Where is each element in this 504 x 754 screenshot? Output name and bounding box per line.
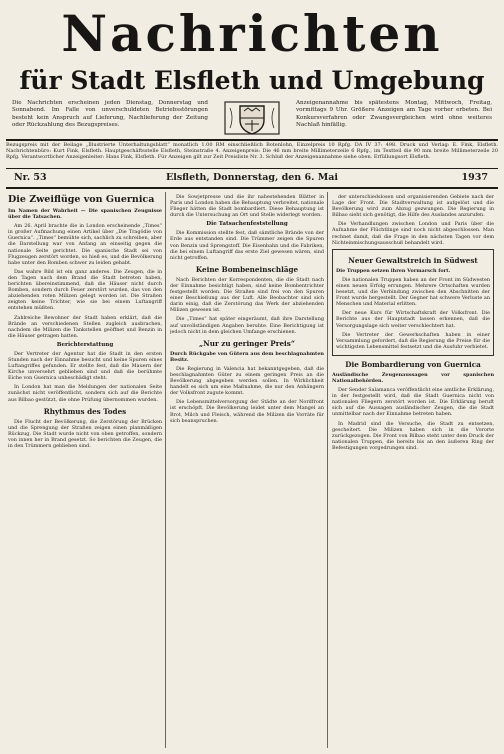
column-left [8,194,162,750]
publication-info-left: Die Nachrichten erscheinen jeden Dienstag, Donnerstag und Sonnabend. Im Falle von unverschuldeten Betriebsstörungen besteht kein Anspruch auf Lieferung, Nachlieferung der Zeitung oder Rückzahlung des Bezugspreises. [12,100,208,129]
headline: Die Zweiflüge von Guernica [8,194,155,205]
paragraph: Das wahre Bild ist ein ganz anderes. Die Zeugen, die in den Tagen nach dem Brand die Stadt betreten haben, berichten übereinstimmend, daß die Häuser nicht durch Bomben, sondern durch Feuer zerstört wurden, das von den abziehenden roten Milizen gelegt worden ist. Die Straßen zeigten keine Trichter, wie sie bei einem Luftangriff entstehen müßten. [8,268,162,312]
paragraph: Der Vertreter der Agentur hat die Stadt in den ersten Stunden nach der Einnahme besucht und keine Spuren eines Luftangriffes gefunden. Er stellte fest, daß die Mauern der Kirche unversehrt geblieben sind und daß die berühmte Eiche von Guernica unbeschädigt steht. [8,350,162,382]
paragraph: Der Sender Salamanca veröffentlicht eine amtliche Erklärung, in der festgestellt wird, daß die Stadt Guernica nicht von nationalen Fliegern zerstört worden ist. Die Erklärung beruft sich auf die Aussagen ausländischer Zeugen, die die Stadt unmittelbar nach der Einnahme betreten haben. [332,387,494,418]
masthead-rule [6,139,498,141]
issue-year: 1937 [461,172,488,183]
section-heading: Keine Bombeneinschläge [195,264,299,274]
subheading: Die Tatsachenfeststellung [206,221,288,228]
column-divider [165,192,166,748]
subheading: Berichterstattung [56,341,114,348]
deck: Im Namen der Wahrheit — Die spanischen Zeugnisse über die Tatsachen. [8,208,162,221]
paragraph: Am 26. April brachte die in London erscheinende „Times“ in großer Aufmachung einen Artikel über „Die Tragödie von Guernica“. „Times“ bemühte sich, sachlich zu schreiben, aber die Darstellung war von Anfang an einseitig gegen die nationale Seite gerichtet. Die spanische Stadt sei von Flugzeugen zerstört worden, so hieß es, und die Bevölkerung habe unter den Bomben schwer zu leiden gehabt. [8,223,162,266]
masthead-subtitle: für Stadt Elsfleth und Umgebung [19,66,485,95]
paragraph: Die „Times“ hat später eingeräumt, daß ihre Darstellung auf unvollständigen Angaben beruhte. Eine Berichtigung ist jedoch nicht in dem gleichen Umfange erschienen. [170,316,324,335]
section-heading: Rhythmus des Todes [43,406,127,416]
deck: Durch Rückgabe von Gütern aus dem beschlagnahmten Besitz. [170,350,324,363]
dateline [6,170,498,186]
issue-number: Nr. 53 [14,172,47,183]
deck: Die Truppen setzen ihren Vormarsch fort. [336,267,451,274]
publication-info-right: Anzeigenannahme bis spätestens Montag, Mittwoch, Freitag, vormittags 9 Uhr. Größere Anzeigen am Tage vorher erbeten. Bei Konkursverfahren oder Zwangsvergleichen wird ohne weiteres Nachlaß hinfällig. [296,100,492,129]
paragraph: Die Flucht der Bevölkerung, die Zerstörung der Brücken und die Sprengung der Straßen zeigen einen planmäßigen Rückzug. Die Stadt wurde nicht von oben getroffen, sondern von innen her in Brand gesetzt. So berichten die Zeugen, die in den Trümmern geblieben sind. [8,418,162,449]
paragraph: der unterschiedslosen und organisierenden Gebiete nach der Lage der Front. Die Stadtverwaltung ist aufgelöst und die Bevölkerung wird zum Abzug gezwungen. Die Regierung in Bilbao sieht sich genötigt, die Hilfe des Auslandes anzurufen. [332,194,494,219]
paragraph: Die Kommission stellte fest, daß sämtliche Brände von der Erde aus entstanden sind. Die Trümmer zeigen die Spuren von Benzin und Sprengstoff. Die Eisenbahn und die Fabriken, die bei einem Luftangriff das erste Ziel gewesen wären, sind nicht getroffen. [170,230,324,261]
dateline-rule-bottom [6,187,498,189]
paragraph: Die Verhandlungen zwischen London und Paris über die Aufnahme der Flüchtlinge sind noch nicht abgeschlossen. Man rechnet damit, daß die Frage in den nächsten Tagen vor dem Nichteinmischungsausschuß behandelt wird. [332,221,494,246]
paragraph: Der neue Kurs für Wirtschaftskraft der Volksfront. Die Berichte aus der Hauptstadt lassen erkennen, daß die Versorgungslage sich weiter verschlechtert hat. [336,310,490,329]
issue-date: Elsfleth, Donnerstag, den 6. Mai [165,172,339,183]
column-divider [327,192,328,748]
paragraph: Zahlreiche Bewohner der Stadt haben erklärt, daß die Brände an verschiedenen Stellen zugleich ausbrachen, nachdem die Milizen die Tankstellen geöffnet und Benzin in die Häuser getragen hatten. [8,314,162,339]
paragraph: Die Regierung in Valencia hat bekanntgegeben, daß die beschlagnahmten Güter zu einem geringen Preis an die Bevölkerung abgegeben werden sollen. In Wirklichkeit handelt es sich um eine Maßnahme, die nur den Anhängern der Volksfront zugute kommt. [170,365,324,397]
paragraph: Die Sowjetpresse und die ihr nahestehenden Blätter in Paris und London haben die Behauptung verbreitet, nationale Flieger hätten die Stadt bombardiert. Diese Behauptung ist durch die Untersuchung an Ort und Stelle widerlegt worden. [170,194,324,219]
paragraph: Nach Berichten der Korrespondenten, die die Stadt nach der Einnahme besichtigt haben, sind keine Bombentrichter festgestellt worden. Die Straßen sind frei von den Spuren einer Beschießung aus der Luft. Alle Beobachter sind sich darin einig, daß die Zerstörung das Werk der abziehenden Milizen gewesen ist. [170,276,324,314]
dateline-rule-top [6,168,498,169]
paragraph: Die Lebensmittelversorgung der Städte an der Nordfront ist erschöpft. Die Bevölkerung leidet unter dem Mangel an Brot, Milch und Fleisch, während die Milizen die Vorräte für sich beanspruchen. [170,399,324,424]
section-heading: Die Bombardierung von Guernica [345,359,481,369]
masthead-title: Nachrichten [61,4,443,63]
subscription-info: Bezugspreis mit der Beilage „Illustrierte Unterhaltungsblatt“ monatlich 1.00 RM einschließlich Botenlohn, Einzelpreis 10 Rpfg. DA IV 37: 498. Druck und Verlag: E. Fink, Elsfleth. Nachrichtenbüro: Kurt Fink, Elsfleth. Hauptgeschäftsstelle Elsfleth, Steinstraße 4. Anzeigenpreis: Die 46 mm breite Millimeterzeile 6 Rpfg., im Textteil die 90 mm breite Millimeterzeile 20 Rpfg. Verantwortlicher Anzeigenleiter: Hans Fink, Elsfleth. Für Anzeigen gilt zur Zeit Preisliste Nr. 3. Schluß der Anzeigenannahme siehe oben. Erfüllungsort Elsfleth. [6,142,498,160]
column-right [332,194,494,750]
coat-of-arms-icon [222,98,282,138]
section-heading: „Nur zu geringer Preis“ [199,338,295,348]
section-heading: Neuer Gewaltstreich in Südwest [348,255,478,265]
article-box [332,249,494,356]
paragraph: In Madrid sind die Versuche, die Stadt zu entsetzen, gescheitert. Die Milizen haben sich in die Vororte zurückgezogen. Die Front von Bilbao steht unter dem Druck der nationalen Truppen, die bereits bis an den äußeren Ring der Befestigungen vorgedrungen sind. [332,420,494,451]
paragraph: Die Vertreter der Gewerkschaften haben in einer Versammlung gefordert, daß die Regierung die Preise für die wichtigsten Lebensmittel festsetzt und die Ausfuhr verbietet. [336,331,490,350]
deck: Ausländische Zeugenaussagen vor spanischen Nationalbehörden. [332,371,494,384]
paragraph: Die nationalen Truppen haben an der Front im Südwesten einen neuen Erfolg errungen. Mehrere Ortschaften wurden besetzt, und die Verbindung zwischen den Abschnitten der Front wurde hergestellt. Der Gegner hat schwere Verluste an Menschen und Material erlitten. [336,276,490,308]
column-middle [170,194,324,750]
paragraph: In London hat man die Meldungen der nationalen Seite zunächst nicht veröffentlicht, sondern sich auf die Berichte aus Bilbao gestützt, die ohne Prüfung übernommen wurden. [8,384,162,403]
